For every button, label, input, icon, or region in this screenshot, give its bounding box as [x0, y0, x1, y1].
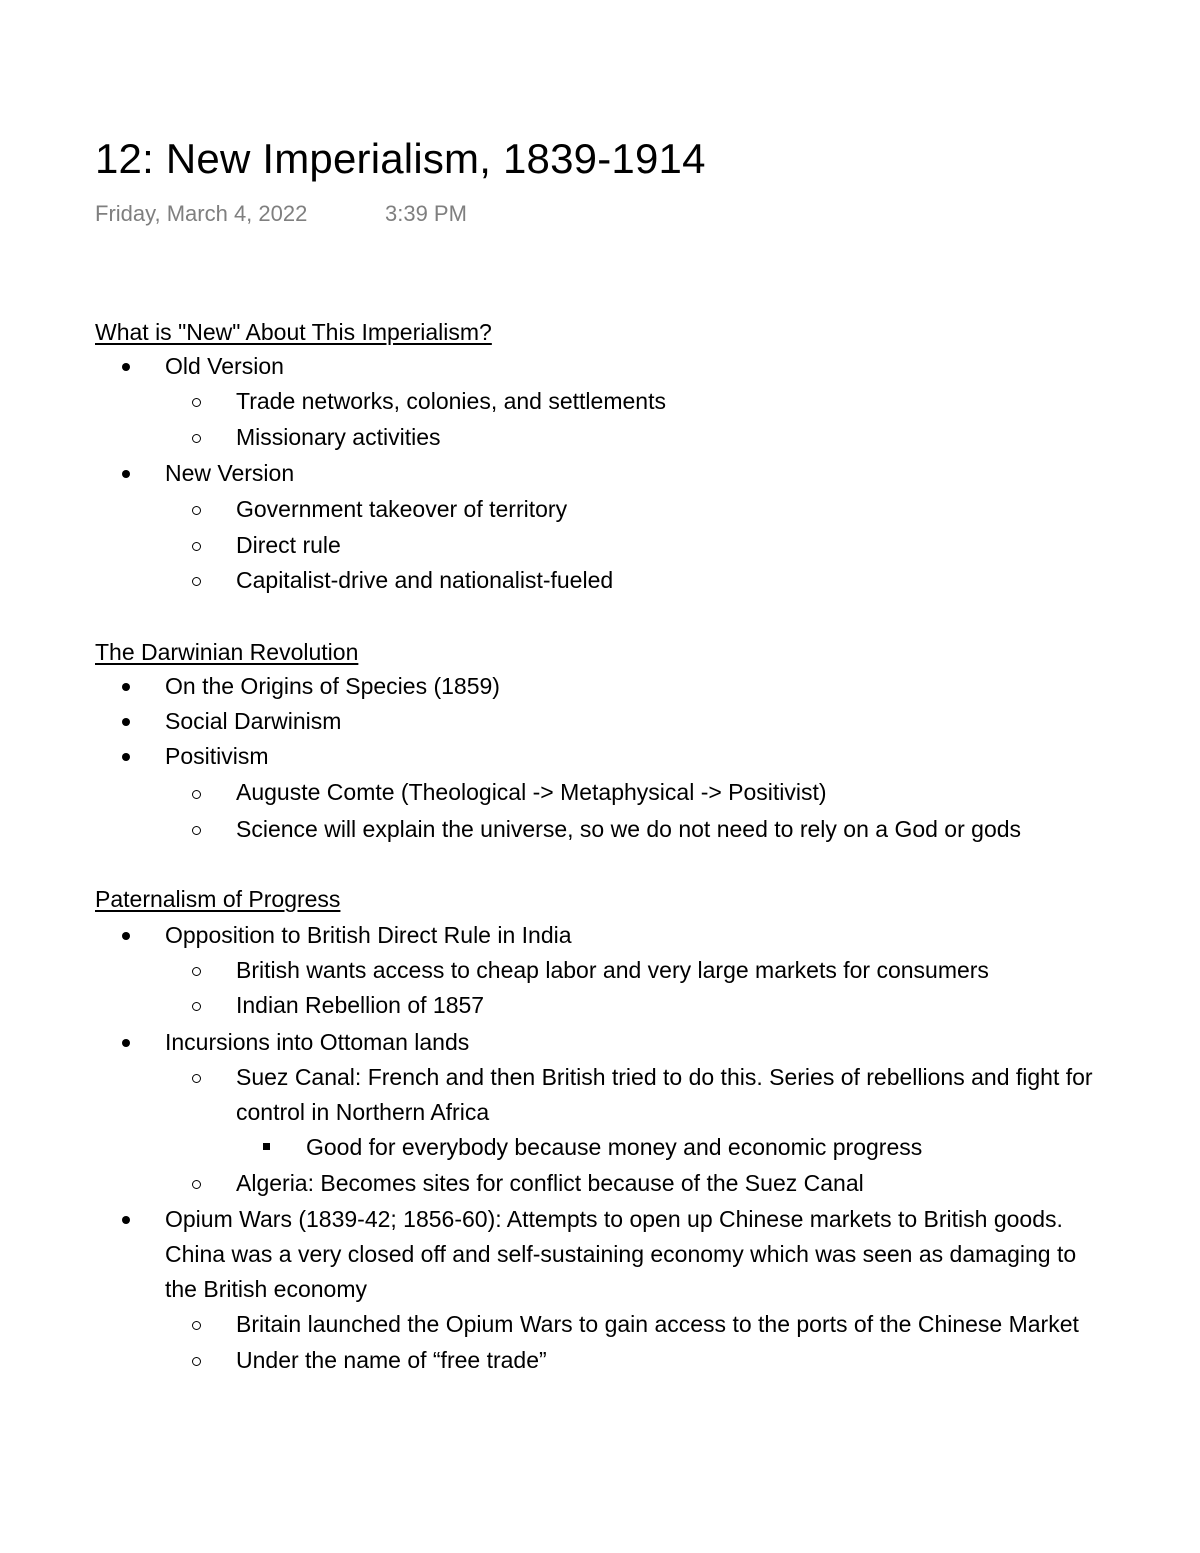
list-item: On the Origins of Species (1859): [165, 673, 500, 699]
list-item: Capitalist-drive and nationalist-fueled: [236, 567, 614, 593]
sub-bullet-marker: [192, 434, 201, 443]
list-item: Auguste Comte (Theological -> Metaphysical -> Positivist): [236, 779, 827, 805]
list-item-continuation: the British economy: [165, 1276, 367, 1302]
list-item: Old Version: [165, 353, 284, 379]
sub-bullet-marker: [192, 542, 201, 551]
sub-bullet-marker: [192, 1002, 201, 1011]
section-heading: Paternalism of Progress: [95, 886, 341, 912]
list-item: New Version: [165, 460, 295, 486]
bullet-marker: [122, 683, 130, 691]
list-item: Suez Canal: French and then British tried to do this. Series of rebellions and fight for: [236, 1064, 1093, 1090]
sub-bullet-marker: [192, 577, 201, 586]
list-item: Opium Wars (1839-42; 1856-60): Attempts to open up Chinese markets to British goods.: [165, 1206, 1063, 1232]
list-item: Incursions into Ottoman lands: [165, 1029, 470, 1055]
sub-bullet-marker: [192, 790, 201, 799]
sub-sub-bullet-marker: [263, 1143, 270, 1150]
sub-bullet-marker: [192, 1074, 201, 1083]
list-item: Missionary activities: [236, 424, 441, 450]
bullet-marker: [122, 470, 130, 478]
page-title: 12: New Imperialism, 1839-1914: [95, 135, 706, 182]
list-item: Government takeover of territory: [236, 496, 568, 522]
bullet-marker: [122, 753, 130, 761]
bullet-marker: [122, 363, 130, 371]
sub-bullet-marker: [192, 398, 201, 407]
list-item-continuation: China was a very closed off and self-sustaining economy which was seen as damaging to: [165, 1241, 1077, 1267]
note-time: 3:39 PM: [385, 201, 467, 226]
note-date: Friday, March 4, 2022: [95, 201, 308, 226]
bullet-marker: [122, 932, 130, 940]
list-item: Britain launched the Opium Wars to gain access to the ports of the Chinese Market: [236, 1311, 1079, 1337]
bullet-marker: [122, 1039, 130, 1047]
sub-bullet-marker: [192, 1321, 201, 1330]
sub-bullet-marker: [192, 1357, 201, 1366]
list-item: Indian Rebellion of 1857: [236, 992, 485, 1018]
bullet-marker: [122, 718, 130, 726]
sub-bullet-marker: [192, 1180, 201, 1189]
sub-bullet-marker: [192, 967, 201, 976]
section-heading: The Darwinian Revolution: [95, 639, 359, 665]
list-item: Direct rule: [236, 532, 341, 558]
list-item-continuation: control in Northern Africa: [236, 1099, 490, 1125]
list-item: British wants access to cheap labor and very large markets for consumers: [236, 957, 989, 983]
list-item: Under the name of “free trade”: [236, 1347, 547, 1373]
sub-bullet-marker: [192, 506, 201, 515]
list-item: Social Darwinism: [165, 708, 342, 734]
list-item: Positivism: [165, 743, 269, 769]
list-item: Opposition to British Direct Rule in India: [165, 922, 572, 948]
list-item: Good for everybody because money and economic progress: [306, 1134, 923, 1160]
bullet-marker: [122, 1216, 130, 1224]
list-item: Science will explain the universe, so we do not need to rely on a God or gods: [236, 816, 1022, 842]
list-item: Algeria: Becomes sites for conflict because of the Suez Canal: [236, 1170, 864, 1196]
sub-bullet-marker: [192, 826, 201, 835]
section-heading: What is "New" About This Imperialism?: [95, 319, 492, 345]
list-item: Trade networks, colonies, and settlements: [236, 388, 666, 414]
